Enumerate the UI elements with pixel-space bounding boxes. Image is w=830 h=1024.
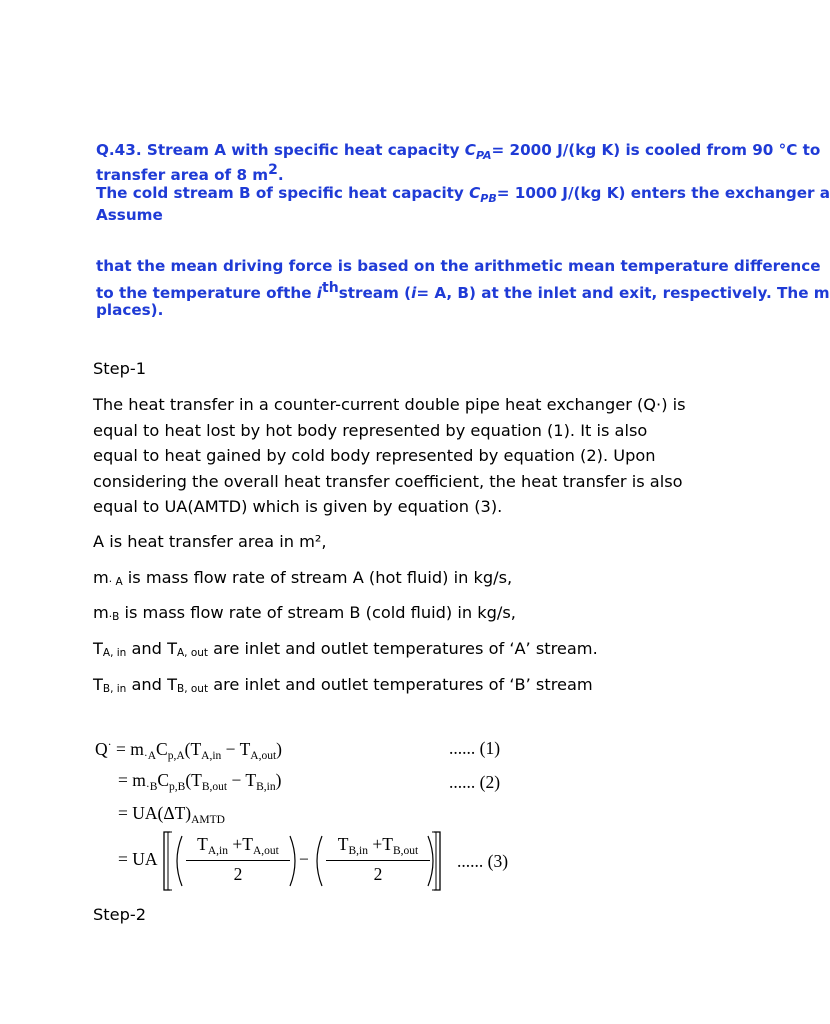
question-line-7: places). xyxy=(96,301,164,319)
question-line-4: Assume xyxy=(96,206,163,224)
fraction-a: $T_{A,in} +T_{A,out}$ 2 xyxy=(186,834,290,885)
definition-temperatures-a: $T_{A, in}$ and $T_{A, out}$ are inlet and outlet temperatures of ‘A’ stream. xyxy=(93,639,598,659)
step1-title: Step-1 xyxy=(93,359,146,378)
question-line-2: transfer area of 8 $m^2$. xyxy=(96,162,284,184)
question-line-6: to the temperature ofthe $i^{th}stream$ (i= A, B) at the inlet and exit, respectively. The m xyxy=(96,280,830,302)
equation-4-number: ...... (3) xyxy=(457,851,509,871)
equation-4-lhs: = UA xyxy=(118,849,158,869)
equation-2-number: ...... (2) xyxy=(449,772,501,792)
step1-paragraph: The heat transfer in a counter-current double pipe heat exchanger (Q·) is equal to heat lost by hot body represented by equation (1). It is also equal to heat gained by cold body represented by equation (2). Upon considering the overall heat transfer coefficient, the heat transfer is also equal to UA(AMTD) which is given by equation (3). xyxy=(93,395,686,516)
fraction-b: $T_{B,in} +T_{B,out}$ 2 xyxy=(326,834,430,885)
question-line-5: that the mean driving force is based on the arithmetic mean temperature difference xyxy=(96,257,821,275)
equation-1-number: ...... (1) xyxy=(449,738,501,758)
step2-title: Step-2 xyxy=(93,905,146,924)
definition-mass-flow-b: $m_{\cdot B}$ is mass flow rate of stream B (cold fluid) in kg/s, xyxy=(93,603,516,623)
equation-3: = $UA(\Delta T)_{AMTD}$ xyxy=(118,803,225,826)
equation-2: = $m_{\cdot B}C_{p,B}(T_{B,out} - T_{B,in})$ xyxy=(118,770,282,793)
question-label: Q.43. xyxy=(96,141,142,159)
definition-mass-flow-a: $m_{\cdot A}$ is mass flow rate of stream A (hot fluid) in kg/s, xyxy=(93,568,513,588)
equation-4-minus: − xyxy=(299,849,309,869)
question-line-3: The cold stream B of specific heat capacity $C_{PB}= 1000$ J/(kg K) enters the exchanger a xyxy=(96,184,830,206)
equation-1: $Q^\cdot = m_{\cdot A}C_{p,A}(T_{A,in} - T_{A,out})$ xyxy=(95,737,282,762)
question-line-1: Q.43. Stream A with specific heat capacity $C_{PA}= 2000$ J/(kg K) is cooled from 90 °C to xyxy=(96,141,821,163)
definition-temperatures-b: $T_{B, in}$ and $T_{B, out}$ are inlet and outlet temperatures of ‘B’ stream xyxy=(93,675,593,695)
definition-area: A is heat transfer area in m², xyxy=(93,532,327,551)
